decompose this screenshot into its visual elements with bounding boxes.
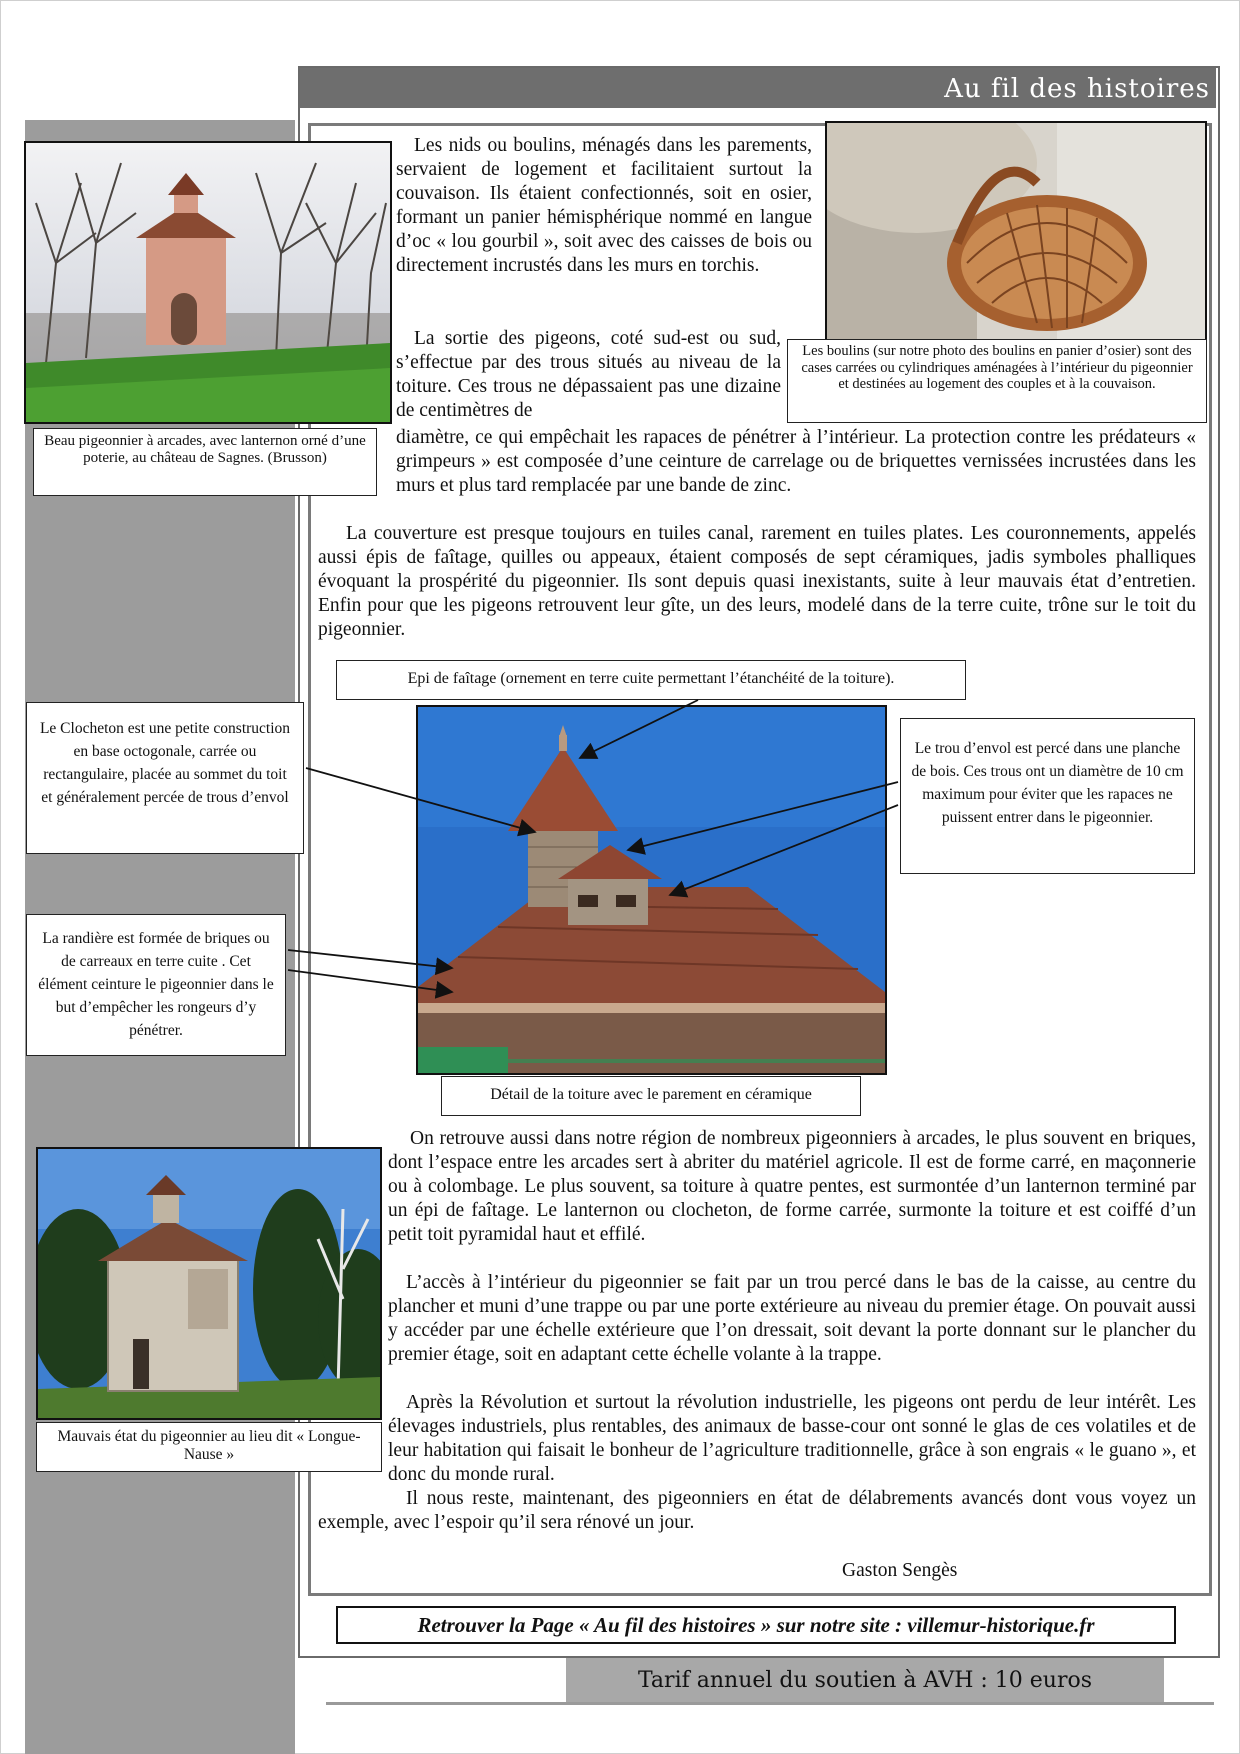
paragraph-pigeonniers-arcades: On retrouve aussi dans notre région de nombreux pigeonniers à arcades, le plus souvent en briques, dont l’espace entre les arcades sert à abriter du matériel agricole. Il est de forme carré, en maçonnerie ou à colombage. Le plus souvent, sa toiture à quatre pentes, est surmontée d’un lanternon terminé par un épi de faîtage. Le lanternon ou clocheton, de forme carrée, surmonte la toiture et est coiffé d’un petit toit pyramidal haut et effilé. [388,1128,1196,1245]
paragraph-acces-interieur: L’accès à l’intérieur du pigeonnier se fait par un trou percé dans le bas de la caisse, au centre du plancher et muni d’une trappe ou par une porte extérieure au niveau du premier étage. On pouvait aussi y accéder par une échelle extérieure que l’on dressait, soit devant la porte donnant sur le plancher du premier étage, soit en adaptant cette échelle volante à la trappe. [388,1272,1196,1365]
paragraph-nids-boulins: Les nids ou boulins, ménagés dans les parements, servaient de logement et facilitaient surtout la couvaison. Ils étaient confectionnés, soit en osier, formant un panier hémisphérique nommé en langue d’oc « lou gourbil », soit avec des caisses de bois ou directement incrustés dans les murs en torchis. [396,135,812,276]
caption-text: Le trou d’envol est percé dans une planche de bois. Ces trous ont un diamètre de 10 cm maximum pour éviter que les rapaces ne puissent entrer dans le pigeonnier. [911,740,1184,826]
tarif-bar [566,1658,1164,1704]
arrow-epi [580,700,698,758]
arrow-clocheton [306,768,535,832]
arrow-trou-2 [670,805,898,895]
website-banner [336,1606,1176,1644]
caption-text: Détail de la toiture avec le parement en céramique [490,1086,812,1103]
paragraph-sortie-pigeons-b: diamètre, ce qui empêchait les rapaces de pénétrer à l’intérieur. La protection contre les prédateurs « grimpeurs » est composée d’une ceinture de carrelage ou de briquettes vernissées incrustées dans les murs et plus tard remplacée par une bande de zinc. [396,427,1196,496]
caption-text: Les boulins (sur notre photo des boulins en panier d’osier) sont des cases carrées ou cylindriques aménagées à l’intérieur du pigeonnier et destinées au logement des couples et à la couvaison. [801,343,1193,392]
caption-text: Mauvais état du pigeonnier au lieu dit « Longue-Nause » [57,1428,361,1463]
photo-longue-nause [36,1147,382,1420]
footer-rule [326,1702,1214,1705]
arrow-randiere-1 [288,950,452,968]
caption-text: Le Clocheton est une petite construction en base octogonale, carrée ou rectangulaire, placée au sommet du toit et généralement percée de trous d’envol [39,720,291,806]
author-signature: Gaston Sengès [842,1560,958,1581]
section-title: Au fil des histoires [944,74,1210,104]
tarif-text: Tarif annuel du soutien à AVH : 10 euros [637,1668,1093,1693]
caption-longue-nause [36,1422,382,1472]
paragraph-conclusion: Il nous reste, maintenant, des pigeonniers en état de délabrements avancés dont vous voyez un exemple, avec l’espoir qu’il sera rénové un jour. [318,1488,1196,1533]
caption-text: La randière est formée de briques ou de carreaux en terre cuite . Cet élément ceinture le pigeonnier dans le but d’empêcher les rongeurs d’y pénétrer. [38,930,274,1039]
website-text: Retrouver la Page « Au fil des histoires » sur notre site : villemur-historique.fr [417,1613,1095,1637]
paragraph-revolution: Après la Révolution et surtout la révolution industrielle, les pigeons ont perdu de leur intérêt. Les élevages industriels, plus rentables, des animaux de basse-cour ont sonné le glas de ces volatiles et de leur habitation qui faisait le bonheur de l’agriculture traditionnelle, grâce à son engrais « le guano », et donc du monde rural. [388,1392,1196,1485]
arrow-trou-1 [628,782,898,850]
caption-text: Epi de faîtage (ornement en terre cuite permettant l’étanchéité de la toiture). [407,670,895,687]
caption-text: Beau pigeonnier à arcades, avec lanternon orné d’une poterie, au château de Sagnes. (Brusson) [44,433,366,466]
arrow-randiere-2 [288,970,452,992]
paragraph-sortie-pigeons-a: La sortie des pigeons, coté sud-est ou sud, s’effectue par des trous situés au niveau de la toiture. Ces trous ne dépassaient pas une dizaine de centimètres de [396,328,781,421]
paragraph-couverture: La couverture est presque toujours en tuiles canal, rarement en tuiles plates. Les couronnements, appelés aussi épis de faîtage, quilles ou appeaux, étaient composés de sept céramiques, jadis symboles phalliques évoquant la prospérité du pigeonnier. Ils sont depuis quasi inexistants, suite à leur mauvais état d’entretien. Enfin pour que les pigeons retrouvent leur gîte, un des leurs, modelé dans de la terre cuite, trône sur le toit du pigeonnier. [318,523,1196,640]
